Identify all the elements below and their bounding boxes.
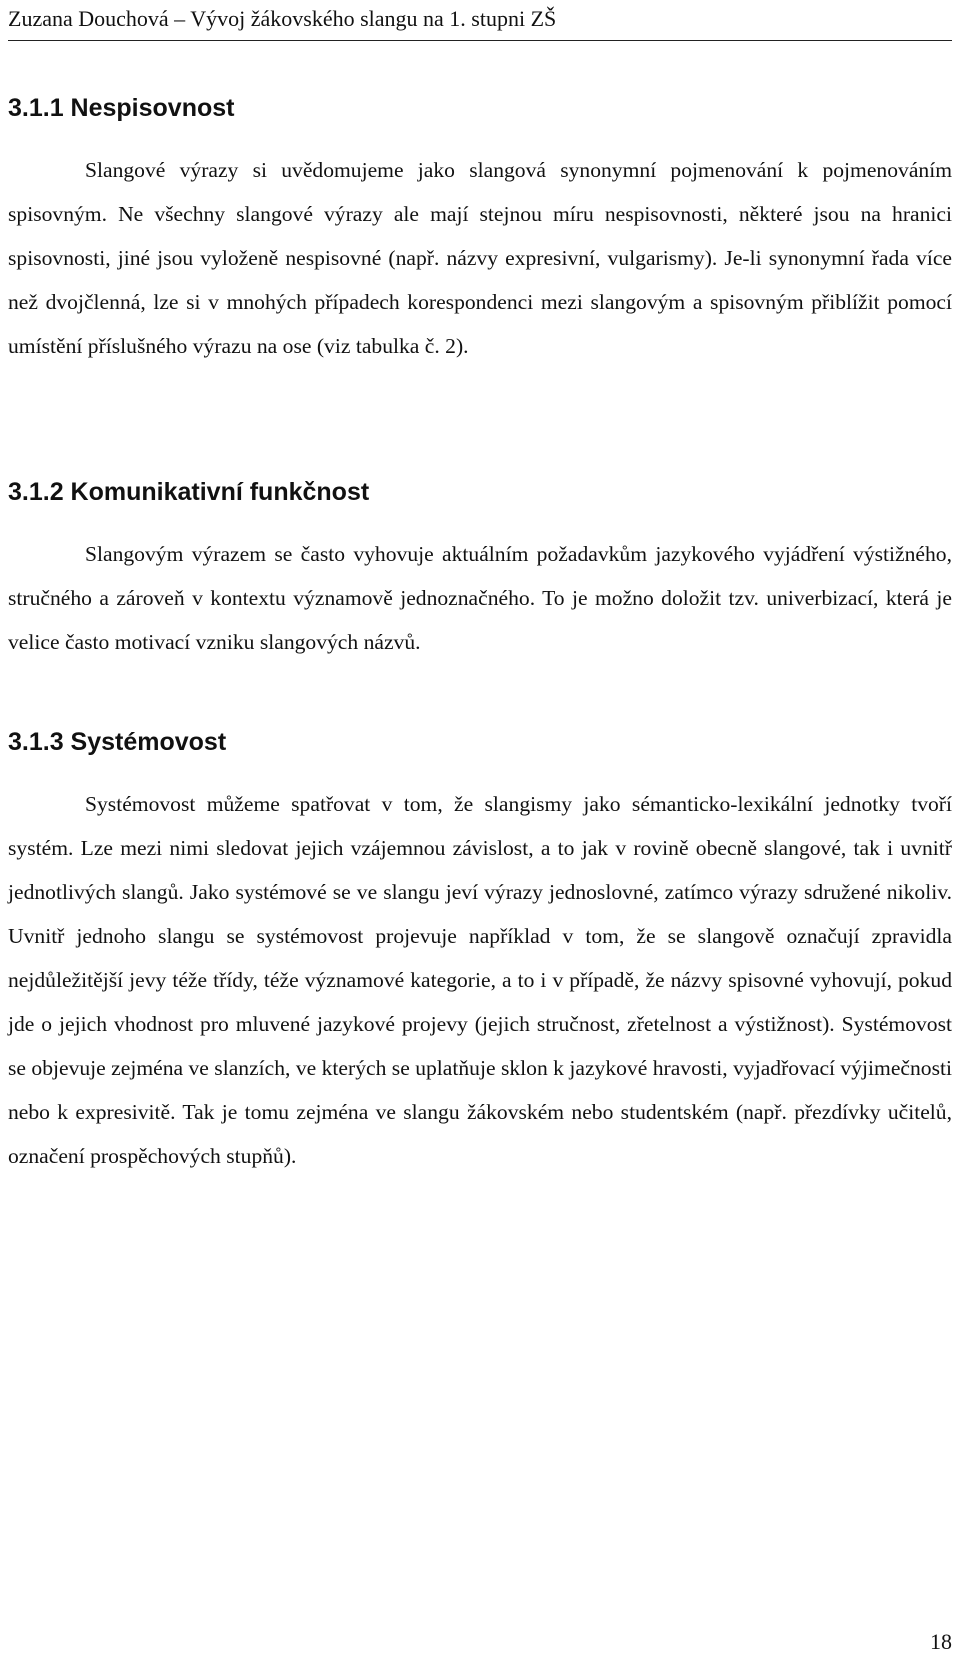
paragraph-nespisovnost: Slangové výrazy si uvědomujeme jako slangová synonymní pojmenování k pojmenováním spisovným. Ne všechny slangové výrazy ale mají stejnou míru nespisovnosti, některé jsou na hranici spisovnosti, jiné jsou vyloženě nespisovné (např. názvy expresivní, vulgarismy). Je-li synonymní řada více než dvojčlenná, lze si v mnohých případech korespondenci mezi slangovým a spisovným přiblížit pomocí umístění příslušného výrazu na ose (viz tabulka č. 2). [8, 158, 952, 358]
paragraph-komunikativni-funkcnost: Slangovým výrazem se často vyhovuje aktuálním požadavkům jazykového vyjádření výstižného, stručného a zároveň v kontextu významově jednoznačného. To je možno doložit tzv. univerbizací, která je velice často motivací vzniku slangových názvů. [8, 542, 952, 654]
header-rule [8, 40, 952, 41]
section-heading-komunikativni-funkcnost: 3.1.2 Komunikativní funkčnost [8, 478, 370, 506]
running-header: Zuzana Douchová – Vývoj žákovského slangu na 1. stupni ZŠ [8, 6, 557, 31]
page-number: 18 [930, 1629, 952, 1654]
section-heading-nespisovnost: 3.1.1 Nespisovnost [8, 94, 235, 122]
section-heading-systemovost: 3.1.3 Systémovost [8, 728, 227, 756]
paragraph-systemovost: Systémovost můžeme spatřovat v tom, že slangismy jako sémanticko-lexikální jednotky tvoří systém. Lze mezi nimi sledovat jejich vzájemnou závislost, a to jak v rovině obecně slangové, tak i uvnitř jednotlivých slangů. Jako systémové se ve slangu jeví výrazy jednoslovné, zatímco výrazy sdružené nikoliv. Uvnitř jednoho slangu se systémovost projevuje například v tom, že se slangově označují zpravidla nejdůležitější jevy téže třídy, téže významové kategorie, a to i v případě, že názvy spisovné vyhovují, pokud jde o jejich vhodnost pro mluvené jazykové projevy (jejich stručnost, zřetelnost a výstižnost). Systémovost se objevuje zejména ve slanzích, ve kterých se uplatňuje sklon k jazykové hravosti, vyjadřovací výjimečnosti nebo k expresivitě. Tak je tomu zejména ve slangu žákovském nebo studentském (např. přezdívky učitelů, označení prospěchových stupňů). [8, 792, 952, 1168]
